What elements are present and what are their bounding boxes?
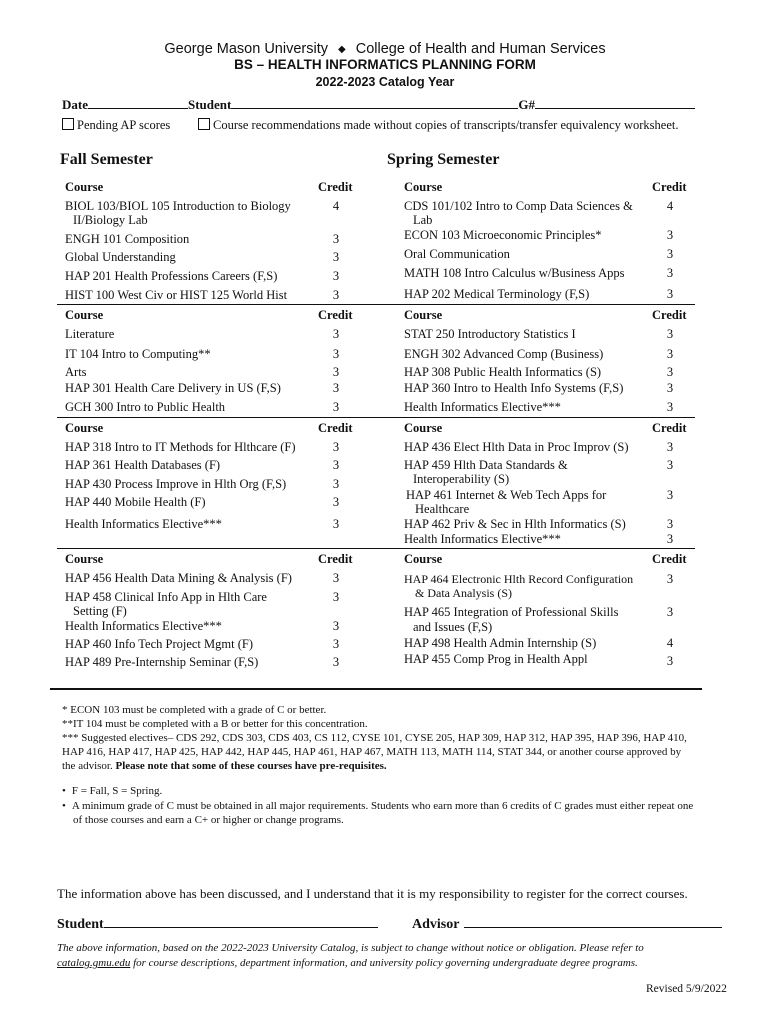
course-credit: 3	[666, 365, 674, 379]
course-credit: 3	[666, 287, 674, 301]
catalog-link[interactable]: catalog.gmu.edu	[57, 957, 131, 969]
course-credit: 3	[332, 477, 340, 491]
course-name: CDS 101/102 Intro to Comp Data Sciences &	[404, 199, 633, 213]
year-divider	[57, 548, 695, 549]
course-name: HAP 308 Public Health Informatics (S)	[404, 365, 602, 379]
disclaimer-line-1: The above information, based on the 2022-2023 University Catalog, is subject to change without notice or obligation. Please refer to	[57, 942, 644, 954]
course-name: HAP 360 Intro to Health Info Systems (F,S)	[404, 381, 624, 395]
course-credit: 3	[666, 266, 674, 280]
fall-semester-heading: Fall Semester	[60, 151, 153, 168]
course-name: Global Understanding	[65, 250, 176, 264]
form-title: BS – HEALTH INFORMATICS PLANNING FORM	[234, 57, 536, 72]
course-credit: 3	[666, 654, 674, 668]
course-name: GCH 300 Intro to Public Health	[65, 400, 226, 414]
course-name: BIOL 103/BIOL 105 Introduction to Biology	[65, 199, 291, 213]
course-name: HAP 202 Medical Terminology (F,S)	[404, 287, 590, 301]
course-name: HAP 464 Electronic Hlth Record Configuration	[404, 572, 634, 586]
course-name: HAP 201 Health Professions Careers (F,S)	[65, 269, 278, 283]
pending-ap-label: Pending AP scores	[77, 118, 171, 132]
advisor-signature-field[interactable]	[464, 914, 722, 928]
student-field[interactable]	[231, 96, 518, 109]
course-credit: 3	[332, 619, 340, 633]
student-info-line	[62, 96, 695, 113]
course-credit: 3	[332, 365, 340, 379]
year-divider	[57, 417, 695, 418]
col-credit-label: Credit	[652, 421, 687, 435]
course-credit: 3	[332, 232, 340, 246]
course-name: Health Informatics Elective***	[65, 517, 222, 531]
course-credit: 3	[666, 532, 674, 546]
course-name: STAT 250 Introductory Statistics I	[404, 327, 576, 341]
course-credit: 3	[332, 269, 340, 283]
course-name: ENGH 101 Composition	[65, 232, 190, 246]
course-credit: 3	[666, 572, 674, 586]
advisor-signature	[412, 914, 722, 933]
date-label: Date	[62, 97, 88, 112]
col-course-label: Course	[65, 421, 104, 435]
course-recs-checkbox[interactable]	[198, 118, 210, 130]
course-name-cont: and Issues (F,S)	[413, 620, 493, 634]
course-name-cont: & Data Analysis (S)	[415, 586, 512, 600]
course-credit: 3	[332, 517, 340, 531]
course-name: HAP 436 Elect Hlth Data in Proc Improv (S)	[404, 440, 629, 454]
course-name: HAP 456 Health Data Mining & Analysis (F)	[65, 571, 292, 585]
bullet-icon: •	[62, 800, 66, 812]
disclaimer-line-2	[57, 957, 638, 969]
course-credit: 3	[332, 347, 340, 361]
student-signature-field[interactable]	[104, 914, 378, 928]
bullet-terms	[62, 785, 162, 797]
bullet-grade-text: A minimum grade of C must be obtained in all major requirements. Students who earn more than 6 credits of C grades must either repeat one	[71, 800, 694, 812]
col-credit-label: Credit	[652, 180, 687, 194]
col-credit-label: Credit	[652, 308, 687, 322]
col-course-label: Course	[404, 308, 443, 322]
course-name: ENGH 302 Advanced Comp (Business)	[404, 347, 604, 361]
student-signature-label: Student	[57, 917, 104, 932]
course-name: HAP 318 Intro to IT Methods for Hlthcare (F)	[65, 440, 296, 454]
course-name: HAP 462 Priv & Sec in Hlth Informatics (S)	[404, 517, 626, 531]
course-credit: 3	[332, 250, 340, 264]
course-name-cont: Lab	[413, 213, 433, 227]
course-name-cont: Healthcare	[415, 502, 470, 516]
course-credit: 3	[666, 228, 674, 242]
course-name: HAP 458 Clinical Info App in Hlth Care	[65, 590, 267, 604]
section-divider	[50, 688, 702, 690]
bullet-icon: •	[62, 785, 66, 797]
col-course-label: Course	[404, 552, 443, 566]
course-credit: 3	[666, 247, 674, 261]
course-credit: 3	[332, 590, 340, 604]
course-name: HAP 460 Info Tech Project Mgmt (F)	[65, 637, 253, 651]
course-credit: 3	[666, 327, 674, 341]
course-credit: 3	[332, 655, 340, 669]
note-advisor-text: the advisor.	[62, 760, 113, 772]
note-electives-cont: HAP 416, HAP 417, HAP 425, HAP 442, HAP 445, HAP 461, HAP 467, MATH 113, MATH 114, STAT 344, or another course approved by	[62, 746, 682, 758]
col-credit-label: Credit	[318, 552, 353, 566]
g-number-field[interactable]	[535, 96, 695, 109]
year-divider	[57, 304, 695, 305]
course-name: HAP 440 Mobile Health (F)	[65, 495, 206, 509]
col-course-label: Course	[404, 421, 443, 435]
course-name: MATH 108 Intro Calculus w/Business Apps	[404, 266, 625, 280]
bullet-grade-rule-cont: of those courses and earn a C+ or higher or change programs.	[73, 814, 344, 826]
bullet-terms-text: F = Fall, S = Spring.	[71, 785, 163, 797]
student-label: Student	[188, 97, 232, 112]
note-econ: * ECON 103 must be completed with a grade of C or better.	[62, 704, 327, 716]
university-name: George Mason University	[164, 41, 328, 57]
acknowledgement-text: The information above has been discussed, and I understand that it is my responsibility to register for the correct courses.	[57, 886, 688, 901]
col-credit-label: Credit	[318, 180, 353, 194]
course-credit: 3	[332, 381, 340, 395]
catalog-year: 2022-2023 Catalog Year	[315, 75, 455, 89]
course-name: Arts	[65, 365, 87, 379]
revised-date: Revised 5/9/2022	[646, 983, 727, 995]
course-credit: 3	[332, 495, 340, 509]
course-name: HAP 498 Health Admin Internship (S)	[404, 636, 597, 650]
course-credit: 3	[332, 327, 340, 341]
course-credit: 3	[666, 400, 674, 414]
course-name-cont: Interoperability (S)	[413, 472, 510, 486]
course-credit: 3	[666, 517, 674, 531]
course-credit: 4	[332, 199, 340, 213]
course-name: Health Informatics Elective***	[65, 619, 222, 633]
course-name: HAP 455 Comp Prog in Health Appl	[404, 652, 588, 666]
course-recs-option[interactable]	[198, 118, 679, 133]
course-credit: 3	[332, 400, 340, 414]
advisor-signature-label: Advisor	[412, 917, 460, 932]
diamond-separator-icon: ◆	[338, 44, 346, 55]
spring-semester-heading: Spring Semester	[387, 151, 500, 168]
pending-ap-checkbox[interactable]	[62, 118, 74, 130]
course-credit: 3	[666, 381, 674, 395]
date-field[interactable]	[88, 96, 188, 109]
course-credit: 3	[332, 288, 340, 302]
course-name: HAP 461 Internet & Web Tech Apps for	[406, 488, 607, 502]
col-course-label: Course	[65, 552, 104, 566]
note-electives: *** Suggested electives– CDS 292, CDS 303, CDS 403, CS 112, CYSE 101, CYSE 205, HAP 309, HAP 312, HAP 395, HAP 396, HAP 410,	[62, 732, 687, 744]
course-name: HAP 301 Health Care Delivery in US (F,S)	[65, 381, 281, 395]
course-credit: 3	[332, 571, 340, 585]
disclaimer-text: for course descriptions, department information, and university policy governing undergraduate degree programs.	[130, 957, 638, 969]
pending-ap-option[interactable]	[62, 118, 170, 133]
note-electives-end	[62, 760, 387, 772]
course-name-cont: Setting (F)	[73, 604, 127, 618]
course-name: Health Informatics Elective***	[404, 532, 561, 546]
course-credit: 3	[666, 488, 674, 502]
course-credit: 3	[332, 458, 340, 472]
col-credit-label: Credit	[318, 308, 353, 322]
col-credit-label: Credit	[652, 552, 687, 566]
course-name: HAP 489 Pre-Internship Seminar (F,S)	[65, 655, 259, 669]
course-name: Health Informatics Elective***	[404, 400, 561, 414]
note-it104: **IT 104 must be completed with a B or better for this concentration.	[62, 718, 368, 730]
course-credit: 3	[332, 440, 340, 454]
header-line-1	[0, 41, 770, 57]
bullet-grade-rule	[62, 800, 693, 812]
course-credit: 3	[332, 637, 340, 651]
course-recs-label: Course recommendations made without copies of transcripts/transfer equivalency worksheet.	[213, 118, 679, 132]
note-prereq-warning: Please note that some of these courses have pre-requisites.	[115, 760, 387, 772]
course-credit: 3	[666, 347, 674, 361]
course-name: HAP 361 Health Databases (F)	[65, 458, 221, 472]
course-name: ECON 103 Microeconomic Principles*	[404, 228, 602, 242]
course-name: HAP 459 Hlth Data Standards &	[404, 458, 568, 472]
g-number-label: G#	[518, 97, 535, 112]
col-credit-label: Credit	[318, 421, 353, 435]
course-name-cont: II/Biology Lab	[73, 213, 148, 227]
col-course-label: Course	[65, 308, 104, 322]
course-name: HAP 430 Process Improve in Hlth Org (F,S)	[65, 477, 287, 491]
course-name: Oral Communication	[404, 247, 510, 261]
col-course-label: Course	[65, 180, 104, 194]
college-name: College of Health and Human Services	[355, 41, 606, 57]
course-credit: 4	[666, 199, 674, 213]
course-name: HIST 100 West Civ or HIST 125 World Hist	[65, 288, 288, 302]
course-name: Literature	[65, 327, 115, 341]
student-signature	[57, 914, 378, 933]
course-credit: 3	[666, 605, 674, 619]
course-name: IT 104 Intro to Computing**	[65, 347, 211, 361]
col-course-label: Course	[404, 180, 443, 194]
course-credit: 3	[666, 440, 674, 454]
course-name: HAP 465 Integration of Professional Skills	[404, 605, 619, 619]
course-credit: 4	[666, 636, 674, 650]
course-credit: 3	[666, 458, 674, 472]
